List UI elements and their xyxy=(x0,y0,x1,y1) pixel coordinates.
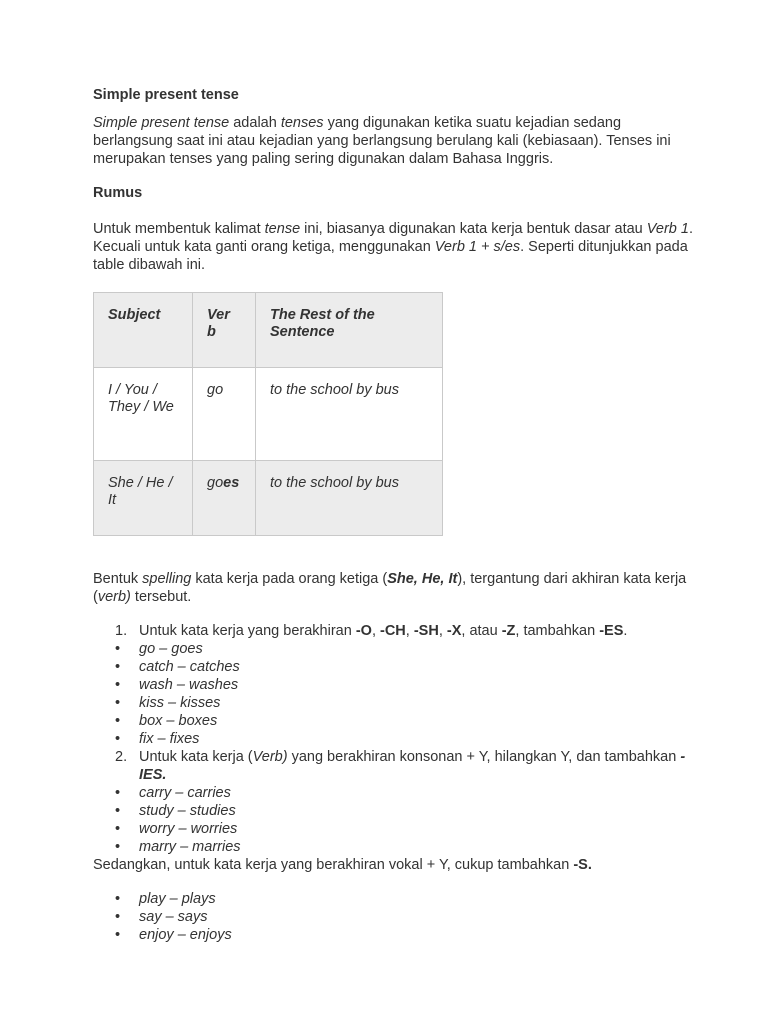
list-item: • wash – washes xyxy=(115,677,239,693)
list-item: • kiss – kisses xyxy=(115,695,221,711)
bullet-icon: • xyxy=(115,677,121,693)
list-item: • carry – carries xyxy=(115,785,231,801)
header-verb: Ver b xyxy=(193,293,256,368)
header-rest: The Rest of the Sentence xyxy=(256,293,443,368)
list-item: • catch – catches xyxy=(115,659,240,675)
table-row xyxy=(94,461,443,536)
intro-paragraph: Simple present tense adalah tenses yang digunakan ketika suatu kejadian sedang berlangsung saat ini atau kejadian yang berlangsung berulang kali (kebiasaan). Tenses ini merupakan tenses yang paling sering digunakan dalam Bahasa Inggris. xyxy=(93,115,671,167)
bullet-icon: • xyxy=(115,927,121,943)
list-item: • worry – worries xyxy=(115,821,238,837)
bullet-icon: • xyxy=(115,731,121,747)
example-list-s xyxy=(93,890,693,944)
header-subject: Subject xyxy=(94,293,193,368)
cell-subject: I / You / They / We xyxy=(94,368,193,461)
rule-1: 1. Untuk kata kerja yang berakhiran -O, -CH, -SH, -X, atau -Z, tambahkan -ES. xyxy=(115,623,628,639)
list-item: • box – boxes xyxy=(115,713,218,729)
cell-verb: goes xyxy=(193,461,256,536)
table-header-row xyxy=(94,293,443,368)
list-item: • study – studies xyxy=(115,803,236,819)
cell-verb: go xyxy=(193,368,256,461)
bullet-icon: • xyxy=(115,695,121,711)
tense-table xyxy=(93,292,443,536)
rumus-paragraph: Untuk membentuk kalimat tense ini, biasanya digunakan kata kerja bentuk dasar atau Verb 1. Kecuali untuk kata ganti orang ketiga, menggunakan Verb 1 + s/es. Seperti ditunjukkan pada table dibawah ini. xyxy=(93,221,693,273)
bullet-icon: • xyxy=(115,713,121,729)
cell-rest: to the school by bus xyxy=(256,461,443,536)
rule-2: 2. Untuk kata kerja (Verb) yang berakhiran konsonan + Y, hilangkan Y, dan tambahkan -IES. xyxy=(115,749,686,783)
rumus-heading: Rumus xyxy=(93,185,143,201)
bullet-icon: • xyxy=(115,839,121,855)
vowel-y-paragraph: Sedangkan, untuk kata kerja yang berakhiran vokal + Y, cukup tambahkan -S. xyxy=(93,857,592,873)
table-row xyxy=(94,368,443,461)
bullet-icon: • xyxy=(115,641,121,657)
list-item: • enjoy – enjoys xyxy=(115,927,232,943)
example-list-ies xyxy=(93,784,693,856)
section-heading: Simple present tense xyxy=(93,87,239,103)
bullet-icon: • xyxy=(115,659,121,675)
bullet-icon: • xyxy=(115,821,121,837)
bullet-icon: • xyxy=(115,891,121,907)
list-item: • go – goes xyxy=(115,641,203,657)
list-item: • say – says xyxy=(115,909,208,925)
list-number: 1. xyxy=(115,623,128,639)
list-item: • play – plays xyxy=(115,891,216,907)
cell-rest: to the school by bus xyxy=(256,368,443,461)
list-number: 2. xyxy=(115,749,128,765)
list-item: • marry – marries xyxy=(115,839,241,855)
example-list-es xyxy=(93,640,693,748)
cell-subject: She / He / It xyxy=(94,461,193,536)
bullet-icon: • xyxy=(115,909,121,925)
bullet-icon: • xyxy=(115,803,121,819)
spelling-paragraph: Bentuk spelling kata kerja pada orang ketiga (She, He, It), tergantung dari akhiran kata kerja (verb) tersebut. xyxy=(93,571,687,605)
bullet-icon: • xyxy=(115,785,121,801)
document-body xyxy=(93,86,693,944)
list-item: • fix – fixes xyxy=(115,731,200,747)
